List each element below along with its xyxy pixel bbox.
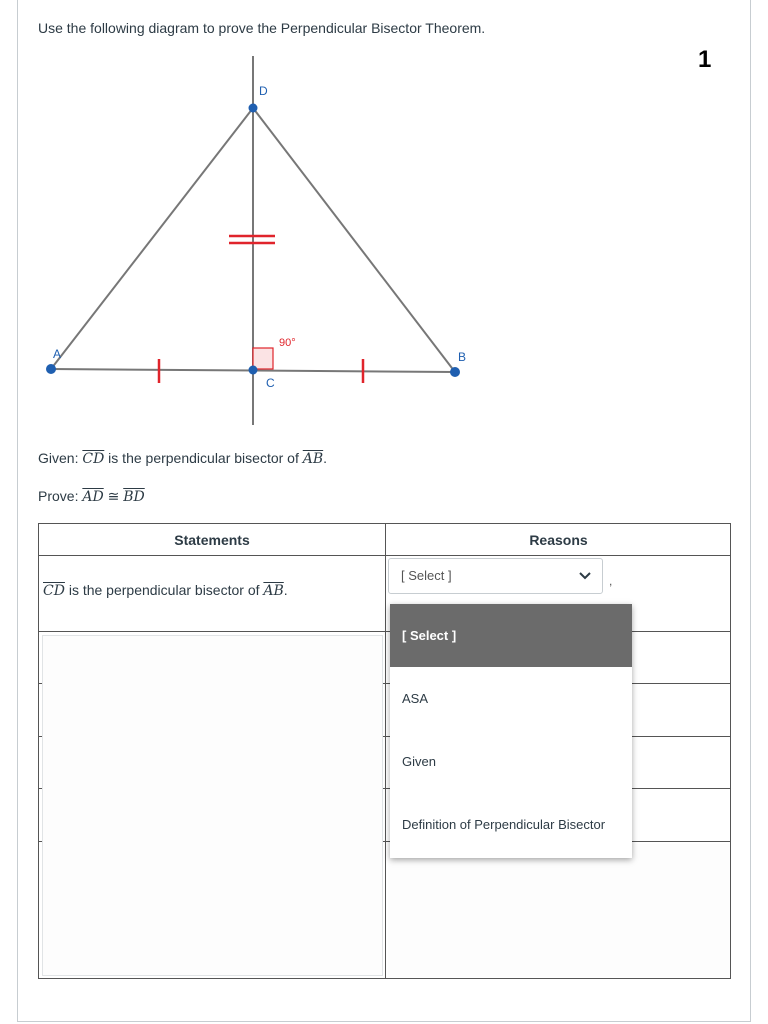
point-b [450,367,460,377]
prove-segment-ad: $\overline{AD}$ [82,489,104,505]
question-number: 1 [698,46,712,73]
label-a: A [53,347,62,361]
segment-ad [51,108,253,369]
reason-dropdown-menu [390,604,632,858]
reason-input-area[interactable] [388,844,730,977]
statement-input-area[interactable] [42,635,383,976]
label-b: B [458,350,467,364]
right-angle-marker [253,348,273,369]
prove-segment-bd: $\overline{BD}$ [123,489,145,505]
prove-statement [38,488,145,505]
statement-segment-ab: $\overline{AB}$ [263,583,284,599]
reason-select-value: [ Select ] [401,568,452,583]
statement-row-1 [43,582,288,599]
dropdown-option-select[interactable]: [ Select ] [390,604,632,667]
given-statement [38,450,327,467]
column-divider [385,524,386,978]
dropdown-option-given[interactable]: Given [402,754,436,769]
instruction-text: Use the following diagram to prove the Perpendicular Bisector Theorem. [38,20,486,36]
prove-prefix: Prove: [38,488,79,504]
given-middle-text: is the perpendicular bisector of [104,450,303,466]
statement-end: . [283,582,288,598]
dropdown-option-definition-perpendicular-bisector[interactable]: Definition of Perpendicular Bisector [402,817,606,832]
select-trailing-comma: , [609,574,613,588]
given-segment-cd: $\overline{CD}$ [82,451,105,467]
angle-label: 90° [279,337,296,349]
segment-bd [253,108,455,372]
reasons-header: Reasons [529,532,588,548]
label-d: D [259,84,268,98]
given-segment-ab: $\overline{AB}$ [302,451,324,467]
chevron-down-icon [578,559,592,605]
reason-select[interactable] [388,558,603,594]
point-d [249,104,258,113]
point-a [46,364,56,374]
statement-segment-cd: $\overline{CD}$ [43,583,65,599]
triangle-diagram [30,50,480,435]
statement-text: is the perpendicular bisector of [64,582,264,598]
dropdown-option-asa[interactable]: ASA [402,691,429,706]
congruent-symbol: ≅ [103,488,124,504]
given-end: . [323,450,328,466]
statements-header: Statements [174,532,250,548]
point-c [249,366,258,375]
label-c: C [266,376,275,390]
given-prefix: Given: [38,450,79,466]
